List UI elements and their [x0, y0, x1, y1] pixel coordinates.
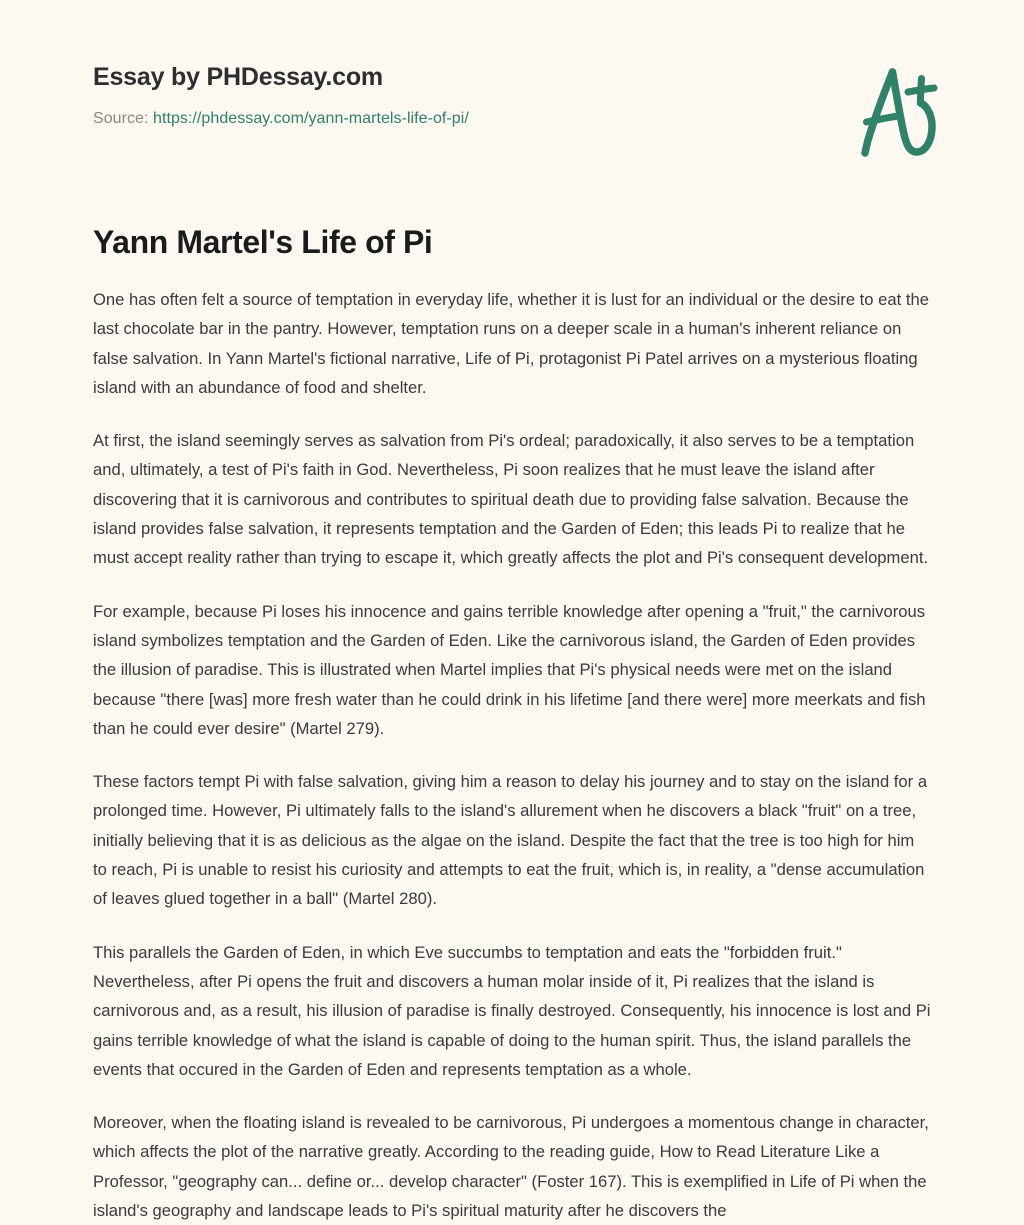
source-line — [93, 109, 931, 129]
paragraph: At first, the island seemingly serves as salvation from Pi's ordeal; paradoxically, it also serves to be a temptation and, ultimately, a test of Pi's faith in God. Nevertheless, Pi soon realizes that he must leave the island after discovering that it is carnivorous and contributes to spiritual death due to providing false salvation. Because the island provides false salvation, it represents temptation and the Garden of Eden; this leads Pi to realize that he must accept reality rather than trying to escape it, which greatly affects the plot and Pi's consequent development. — [93, 431, 929, 568]
brand-line: Essay by PHDessay.com — [93, 63, 383, 91]
paragraph: Moreover, when the floating island is revealed to be carnivorous, Pi undergoes a momentous change in character, which affects the plot of the narrative greatly. According to the reading guide, How to Read Literature Like a Professor, "geography can... define or... develop character" (Foster 167). This is exemplified in Life of Pi when the island's geography and landscape leads to Pi's spiritual maturity after he discovers the — [93, 1113, 929, 1221]
paragraph: This parallels the Garden of Eden, in which Eve succumbs to temptation and eats the "forbidden fruit." Nevertheless, after Pi opens the fruit and discovers a human molar inside of it, Pi realizes that the island is carnivorous and, as a result, his illusion of paradise is finally destroyed. Consequently, his innocence is lost and Pi gains terrible knowledge of what the island is capable of doing to the human spirit. Thus, the island parallels the events that occured in the Garden of Eden and represents temptation as a whole. — [93, 942, 931, 1079]
page-title: Yann Martel's Life of Pi — [93, 224, 433, 260]
paragraph: One has often felt a source of temptation in everyday life, whether it is lust for an individual or the desire to eat the last chocolate bar in the pantry. However, temptation runs on a deeper scale in a human's inherent reliance on false salvation. In Yann Martel's fictional narrative, Life of Pi, protagonist Pi Patel arrives on a mysterious floating island with an abundance of food and shelter. — [93, 290, 929, 397]
source-url-link[interactable]: https://phdessay.com/yann-martels-life-of-pi/ — [153, 110, 469, 127]
paragraph: For example, because Pi loses his innocence and gains terrible knowledge after opening a "fruit," the carnivorous island symbolizes temptation and the Garden of Eden. Like the carnivorous island, the Garden of Eden provides the illusion of paradise. This is illustrated when Martel implies that Pi's physical needs were met on the island because "there [was] more fresh water than he could drink in his lifetime [and there were] more meerkats and fish than he could ever desire" (Martel 279). — [93, 601, 926, 738]
page-header — [93, 62, 931, 172]
essay-body — [93, 285, 932, 1225]
source-label: Source: — [93, 110, 149, 127]
paragraph: These factors tempt Pi with false salvation, giving him a reason to delay his journey and to stay on the island for a prolonged time. However, Pi ultimately falls to the island's allurement when he discovers a black "fruit" on a tree, initially believing that it is as delicious as the algae on the island. Despite the fact that the tree is too high for him to reach, Pi is unable to resist his curiosity and attempts to eat the fruit, which is, in reality, a "dense accumulation of leaves glued together in a ball" (Martel 280). — [93, 772, 928, 909]
a-plus-logo-icon — [846, 58, 954, 166]
